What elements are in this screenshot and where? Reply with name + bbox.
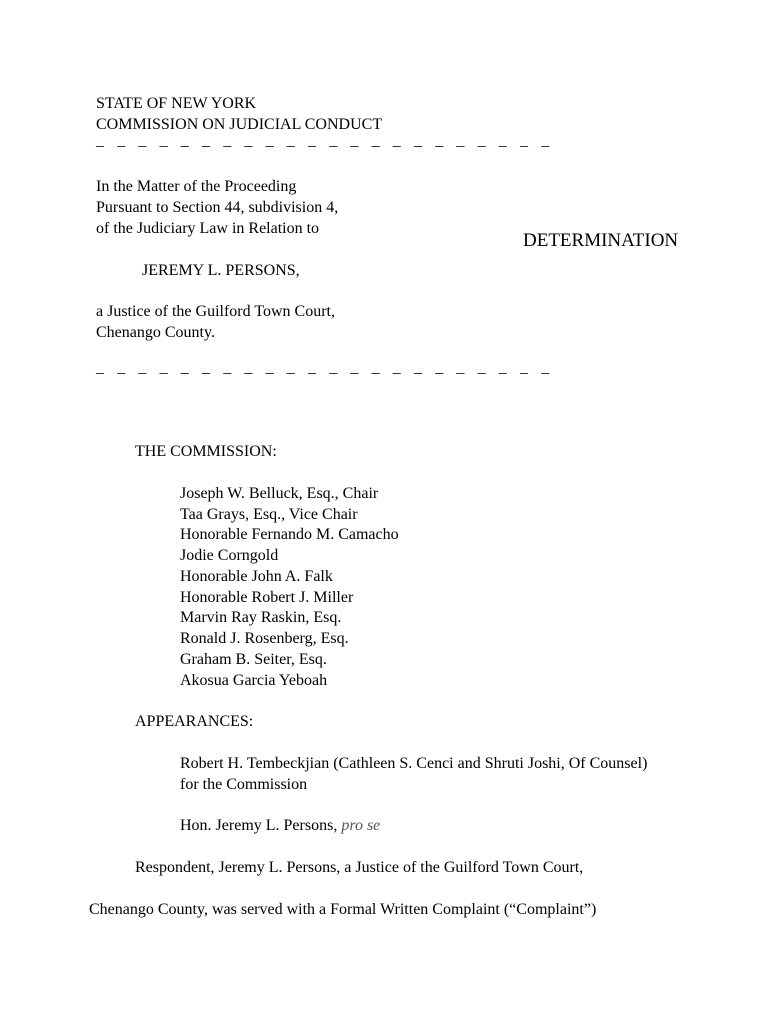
commission-member: Joseph W. Belluck, Esq., Chair	[180, 485, 379, 502]
body-line-2: Chenango County, was served with a Formal Written Complaint (“Complaint”)	[89, 901, 597, 918]
state-heading: STATE OF NEW YORK	[96, 95, 257, 112]
caption-line-3: of the Judiciary Law in Relation to	[96, 220, 320, 237]
commission-member: Marvin Ray Raskin, Esq.	[180, 609, 342, 626]
body-line-1: Respondent, Jeremy L. Persons, a Justice of the Guilford Town Court,	[135, 859, 584, 876]
pro-se-label: pro se	[341, 817, 381, 834]
commission-member: Ronald J. Rosenberg, Esq.	[180, 630, 349, 647]
caption-line-1: In the Matter of the Proceeding	[96, 178, 297, 195]
caption-line-2: Pursuant to Section 44, subdivision 4,	[96, 199, 339, 216]
commission-member: Honorable John A. Falk	[180, 568, 333, 585]
commission-member: Honorable Fernando M. Camacho	[180, 526, 399, 543]
document-title: DETERMINATION	[523, 230, 679, 251]
court-line-1: a Justice of the Guilford Town Court,	[96, 303, 335, 320]
commission-member: Taa Grays, Esq., Vice Chair	[180, 506, 358, 523]
separator-bottom: _ _ _ _ _ _ _ _ _ _ _ _ _ _ _ _ _ _ _ _ _ _	[96, 359, 554, 376]
commission-member: Akosua Garcia Yeboah	[180, 672, 328, 689]
commission-list-heading: THE COMMISSION:	[135, 443, 277, 460]
counsel-line-2: for the Commission	[180, 776, 308, 793]
respondent-appearance	[180, 816, 380, 836]
commission-member: Graham B. Seiter, Esq.	[180, 651, 327, 668]
respondent-name: JEREMY L. PERSONS,	[142, 262, 300, 279]
commission-member: Jodie Corngold	[180, 547, 279, 564]
counsel-line-1: Robert H. Tembeckjian (Cathleen S. Cenci and Shruti Joshi, Of Counsel)	[180, 755, 648, 772]
appearances-heading: APPEARANCES:	[135, 713, 254, 730]
commission-member: Honorable Robert J. Miller	[180, 589, 354, 606]
court-line-2: Chenango County.	[96, 324, 215, 341]
commission-heading: COMMISSION ON JUDICIAL CONDUCT	[96, 116, 383, 133]
separator-top: _ _ _ _ _ _ _ _ _ _ _ _ _ _ _ _ _ _ _ _ _ _	[96, 132, 554, 149]
respondent-appearance-name: Hon. Jeremy L. Persons,	[180, 817, 342, 834]
